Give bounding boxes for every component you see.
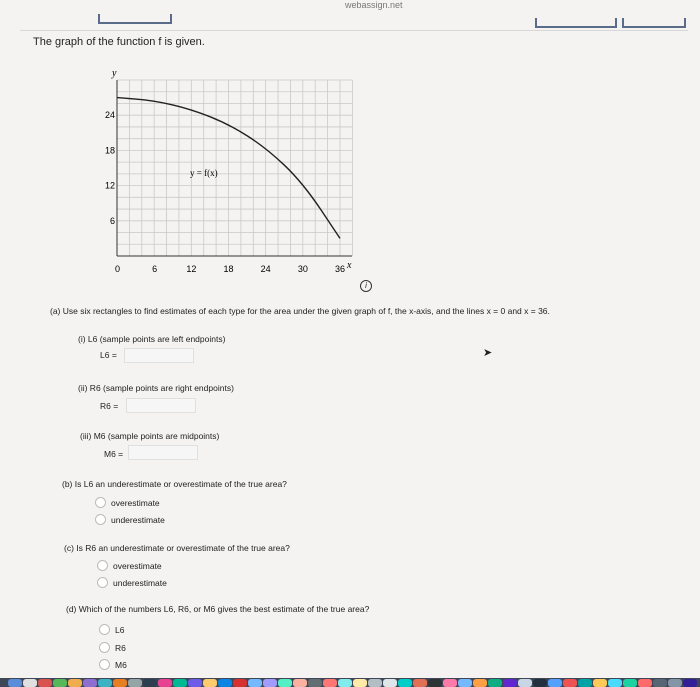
dock-app-icon[interactable]: [458, 679, 472, 687]
site-title: webassign.net: [345, 0, 403, 10]
x-tick-label: 18: [223, 264, 234, 274]
dock-app-icon[interactable]: [113, 679, 127, 687]
dock-app-icon[interactable]: [23, 679, 37, 687]
y-tick-label: 6: [110, 215, 116, 226]
dock-app-icon[interactable]: [353, 679, 367, 687]
dock-app-icon[interactable]: [83, 679, 97, 687]
part-a-iii-var: M6 =: [104, 449, 124, 459]
r6-answer-input[interactable]: [126, 398, 196, 413]
dock-app-icon[interactable]: [548, 679, 562, 687]
dock-app-icon[interactable]: [473, 679, 487, 687]
part-b-option-underestimate[interactable]: underestimate: [95, 514, 165, 525]
curve-label: y = f(x): [190, 168, 218, 178]
part-a-ii-var: R6 =: [100, 401, 119, 411]
dock-app-icon[interactable]: [68, 679, 82, 687]
dock-app-icon[interactable]: [428, 679, 442, 687]
radio-icon[interactable]: [99, 624, 110, 635]
y-tick-label: 18: [105, 145, 116, 156]
dock-app-icon[interactable]: [188, 679, 202, 687]
dock-app-icon[interactable]: [158, 679, 172, 687]
part-c-option-overestimate[interactable]: overestimate: [97, 560, 162, 571]
divider: [20, 30, 688, 31]
x-tick-label: 30: [297, 264, 308, 274]
radio-icon[interactable]: [95, 514, 106, 525]
x-tick-labels: [115, 264, 345, 274]
dock-app-icon[interactable]: [638, 679, 652, 687]
dock-app-icon[interactable]: [233, 679, 247, 687]
part-b-prompt: (b) Is L6 an underestimate or overestimate of the true area?: [62, 479, 287, 489]
dock-app-icon[interactable]: [563, 679, 577, 687]
dock-app-icon[interactable]: [98, 679, 112, 687]
dock-app-icon[interactable]: [173, 679, 187, 687]
part-a-ii-label: (ii) R6 (sample points are right endpoints): [78, 383, 234, 393]
part-a-prompt: (a) Use six rectangles to find estimates of each type for the area under the given graph of f, the x-axis, and the lines x = 0 and x = 36.: [50, 306, 550, 316]
y-tick-labels: [105, 110, 115, 226]
dock-app-icon[interactable]: [203, 679, 217, 687]
question-intro: The graph of the function f is given.: [33, 36, 205, 48]
dock-app-icon[interactable]: [143, 679, 157, 687]
part-d-option-m6[interactable]: M6: [99, 659, 127, 670]
graph-grid: [117, 80, 352, 256]
dock-app-icon[interactable]: [413, 679, 427, 687]
dock-app-icon[interactable]: [263, 679, 277, 687]
part-d-prompt: (d) Which of the numbers L6, R6, or M6 gives the best estimate of the true area?: [66, 604, 370, 614]
part-b-option-overestimate[interactable]: overestimate: [95, 497, 160, 508]
dock-app-icon[interactable]: [53, 679, 67, 687]
dock-app-icon[interactable]: [368, 679, 382, 687]
dock-app-icon[interactable]: [623, 679, 637, 687]
dock-app-icon[interactable]: [218, 679, 232, 687]
m6-answer-input[interactable]: [128, 445, 198, 460]
dock-app-icon[interactable]: [338, 679, 352, 687]
l6-answer-input[interactable]: [124, 348, 194, 363]
dock-app-icon[interactable]: [38, 679, 52, 687]
x-tick-label: 6: [152, 264, 158, 274]
top-tab-right-2: [622, 18, 686, 28]
dock-app-icon[interactable]: [293, 679, 307, 687]
x-axis-label: x: [347, 260, 352, 271]
dock-app-icon[interactable]: [128, 679, 142, 687]
dock-app-icon[interactable]: [443, 679, 457, 687]
radio-icon[interactable]: [99, 659, 110, 670]
mouse-cursor-icon: ➤: [483, 347, 493, 359]
dock-app-icon[interactable]: [323, 679, 337, 687]
dock-app-icon[interactable]: [488, 679, 502, 687]
dock-app-icon[interactable]: [518, 679, 532, 687]
part-a-i-var: L6 =: [100, 350, 117, 360]
x-tick-label: 12: [186, 264, 197, 274]
dock-app-icon[interactable]: [278, 679, 292, 687]
dock-app-icon[interactable]: [578, 679, 592, 687]
radio-icon[interactable]: [99, 642, 110, 653]
dock-app-icon[interactable]: [593, 679, 607, 687]
top-tab-right: [535, 18, 617, 28]
part-a-iii-label: (iii) M6 (sample points are midpoints): [80, 431, 220, 441]
radio-icon[interactable]: [97, 577, 108, 588]
dock-app-icon[interactable]: [653, 679, 667, 687]
radio-icon[interactable]: [95, 497, 106, 508]
y-tick-label: 24: [105, 110, 116, 121]
function-graph: [90, 62, 370, 282]
dock-app-icon[interactable]: [398, 679, 412, 687]
dock-app-icon[interactable]: [383, 679, 397, 687]
dock-app-icon[interactable]: [533, 679, 547, 687]
part-d-option-l6[interactable]: L6: [99, 624, 124, 635]
x-tick-label: 36: [335, 264, 346, 274]
y-tick-label: 12: [105, 180, 116, 191]
dock-app-icon[interactable]: [683, 679, 697, 687]
dock-app-icon[interactable]: [8, 679, 22, 687]
radio-icon[interactable]: [97, 560, 108, 571]
dock-app-icon[interactable]: [608, 679, 622, 687]
part-d-option-r6[interactable]: R6: [99, 642, 126, 653]
dock-app-icon[interactable]: [248, 679, 262, 687]
part-a-i-label: (i) L6 (sample points are left endpoints): [78, 334, 226, 344]
dock-app-icon[interactable]: [308, 679, 322, 687]
part-c-prompt: (c) Is R6 an underestimate or overestimate of the true area?: [64, 543, 290, 553]
y-axis-label: y: [112, 68, 117, 79]
x-tick-label: 24: [260, 264, 271, 274]
top-tab-left: [98, 14, 172, 24]
dock-app-icon[interactable]: [668, 679, 682, 687]
dock-app-icon[interactable]: [503, 679, 517, 687]
x-tick-label: 0: [115, 264, 121, 274]
part-c-option-underestimate[interactable]: underestimate: [97, 577, 167, 588]
info-icon[interactable]: i: [360, 280, 372, 292]
